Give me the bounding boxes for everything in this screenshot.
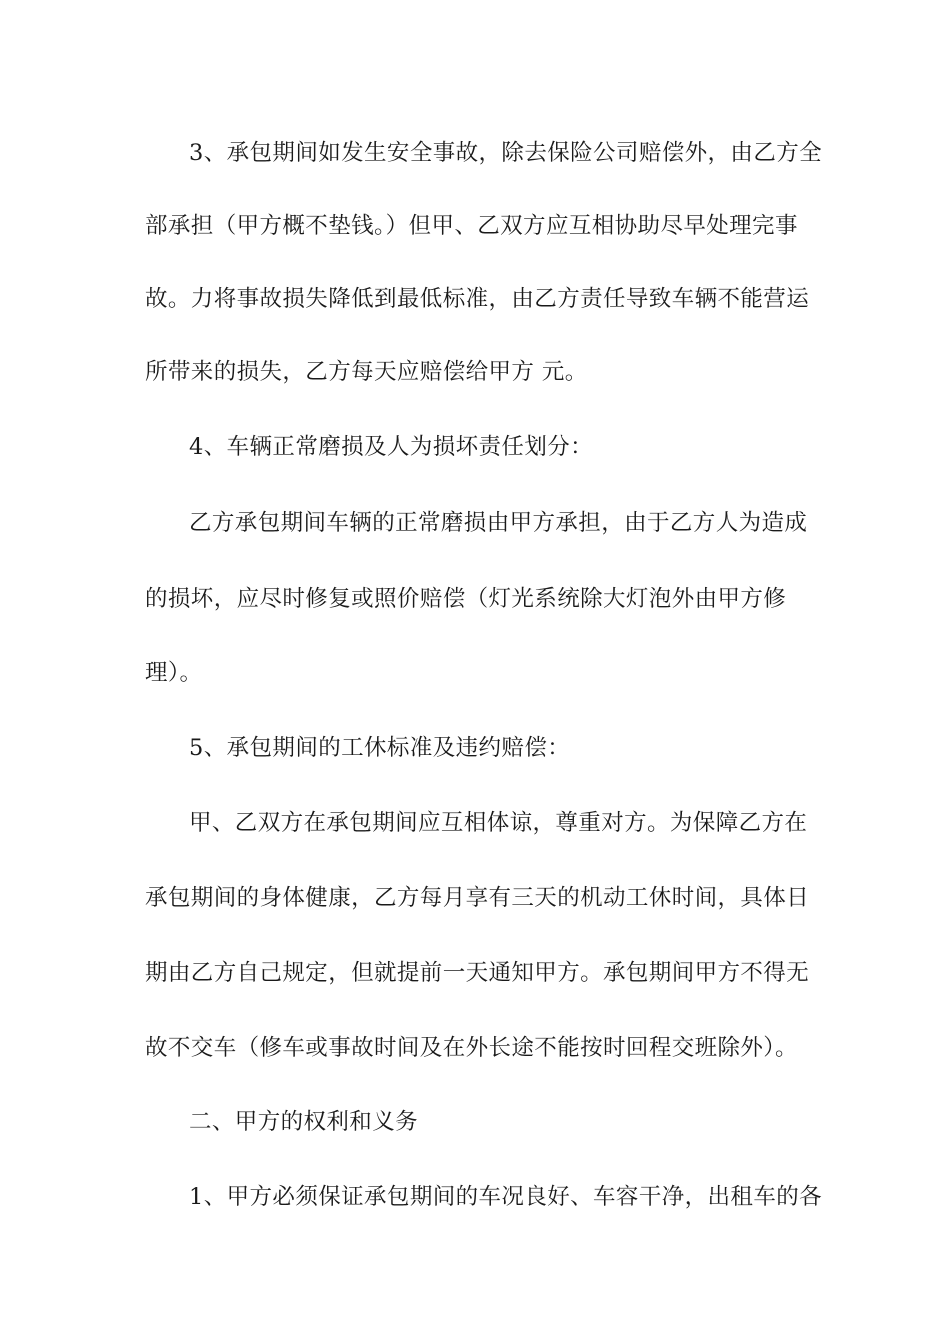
clause-3-line-1: 3、承包期间如发生安全事故，除去保险公司赔偿外，由乙方全 [189, 140, 823, 166]
clause-5-heading: 5、承包期间的工休标准及违约赔偿： [189, 735, 571, 761]
clause-4-line-1: 乙方承包期间车辆的正常磨损由甲方承担，由于乙方人为造成 [189, 510, 808, 536]
clause-3-line-3: 故。力将事故损失降低到最低标准，由乙方责任导致车辆不能营运 [145, 286, 810, 312]
section-2-heading: 二、甲方的权利和义务 [189, 1109, 419, 1135]
clause-5-line-4: 故不交车（修车或事故时间及在外长途不能按时回程交班除外）。 [145, 1035, 798, 1061]
clause-3-line-2: 部承担（甲方概不垫钱。）但甲、乙双方应互相协助尽早处理完事 [145, 213, 798, 239]
clause-3-line-4: 所带来的损失，乙方每天应赔偿给甲方 元。 [145, 359, 588, 385]
clause-4-heading: 4、车辆正常磨损及人为损坏责任划分： [189, 434, 594, 460]
clause-5-line-1: 甲、乙双方在承包期间应互相体谅，尊重对方。为保障乙方在 [189, 810, 808, 836]
clause-4-line-3: 理）。 [145, 660, 203, 686]
clause-5-line-2: 承包期间的身体健康，乙方每月享有三天的机动工休时间，具体日 [145, 885, 810, 911]
clause-5-line-3: 期由乙方自己规定，但就提前一天通知甲方。承包期间甲方不得无 [145, 960, 810, 986]
clause-4-line-2: 的损坏，应尽时修复或照价赔偿（灯光系统除大灯泡外由甲方修 [145, 586, 787, 612]
section-2-clause-1-line-1: 1、甲方必须保证承包期间的车况良好、车容干净，出租车的各 [189, 1184, 823, 1210]
